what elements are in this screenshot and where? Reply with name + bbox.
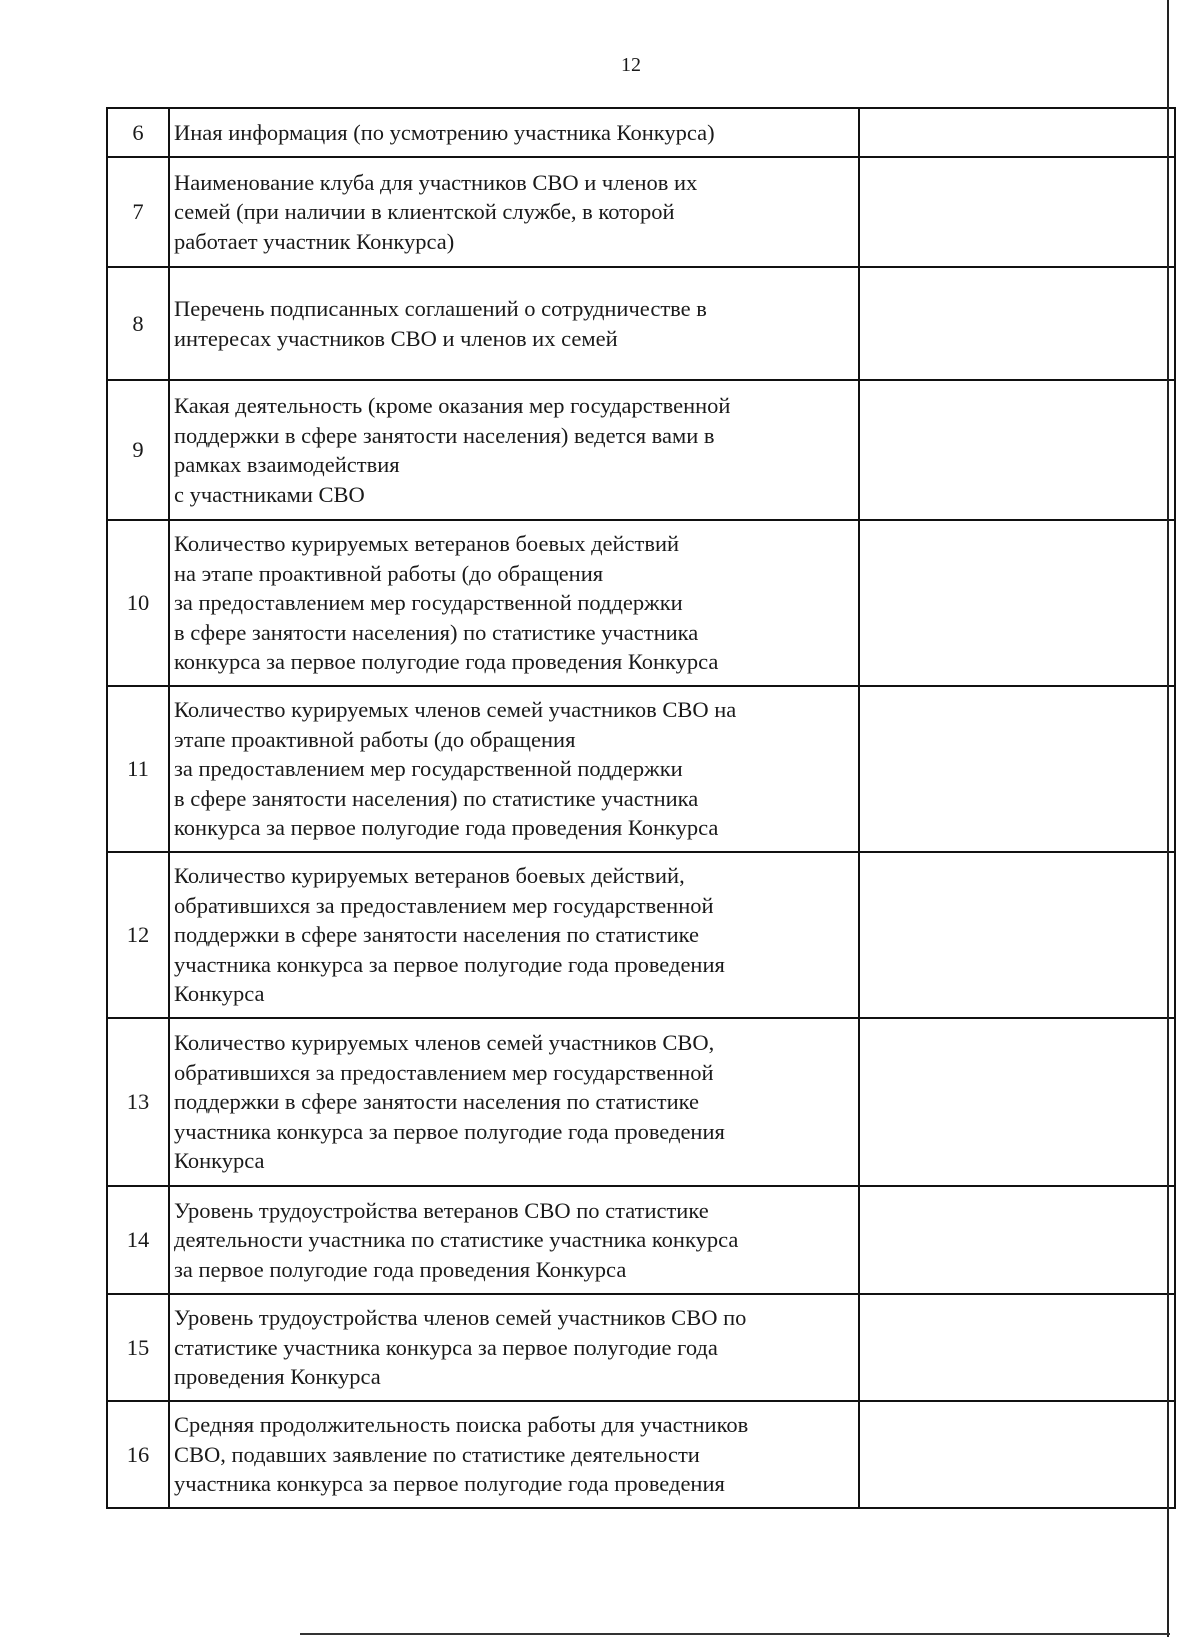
row-description: Какая деятельность (кроме оказания мер государственной поддержки в сфере занятости населения) ведется вами в рамках взаимодействия с участниками СВО (169, 380, 859, 520)
row-value[interactable] (859, 1401, 1175, 1508)
table-row (107, 1401, 1175, 1508)
row-number: 13 (107, 1018, 169, 1186)
row-number: 7 (107, 157, 169, 267)
row-description: Уровень трудоустройства членов семей участников СВО по статистике участника конкурса за первое полугодие года проведения Конкурса (169, 1294, 859, 1401)
table-row (107, 520, 1175, 686)
criteria-table (106, 107, 1176, 1509)
table-row (107, 1186, 1175, 1294)
row-value[interactable] (859, 108, 1175, 157)
row-number: 15 (107, 1294, 169, 1401)
table-row (107, 1294, 1175, 1401)
scan-edge-line-bottom (300, 1633, 1170, 1635)
row-value[interactable] (859, 380, 1175, 520)
row-number: 10 (107, 520, 169, 686)
row-description: Наименование клуба для участников СВО и членов их семей (при наличии в клиентской службе, в которой работает участник Конкурса) (169, 157, 859, 267)
row-description: Количество курируемых ветеранов боевых действий, обратившихся за предоставлением мер государственной поддержки в сфере занятости населения по статистике участника конкурса за первое полугодие года проведения Конкурса (169, 852, 859, 1018)
row-value[interactable] (859, 157, 1175, 267)
scan-edge-line (1167, 0, 1169, 1637)
row-value[interactable] (859, 267, 1175, 380)
row-value[interactable] (859, 1186, 1175, 1294)
row-value[interactable] (859, 520, 1175, 686)
row-value[interactable] (859, 686, 1175, 852)
row-value[interactable] (859, 1018, 1175, 1186)
row-number: 16 (107, 1401, 169, 1508)
row-description: Уровень трудоустройства ветеранов СВО по статистике деятельности участника по статистике участника конкурса за первое полугодие года проведения Конкурса (169, 1186, 859, 1294)
page-number: 12 (621, 54, 641, 76)
row-description: Количество курируемых членов семей участников СВО, обратившихся за предоставлением мер государственной поддержки в сфере занятости населения по статистике участника конкурса за первое полугодие года проведения Конкурса (169, 1018, 859, 1186)
table-row (107, 380, 1175, 520)
row-description: Иная информация (по усмотрению участника Конкурса) (169, 108, 859, 157)
row-value[interactable] (859, 1294, 1175, 1401)
row-number: 12 (107, 852, 169, 1018)
row-number: 9 (107, 380, 169, 520)
row-number: 8 (107, 267, 169, 380)
table-row (107, 267, 1175, 380)
table-row (107, 157, 1175, 267)
row-description: Количество курируемых ветеранов боевых действий на этапе проактивной работы (до обращения за предоставлением мер государственной поддержки в сфере занятости населения) по статистике участника конкурса за первое полугодие года проведения Конкурса (169, 520, 859, 686)
row-number: 11 (107, 686, 169, 852)
row-value[interactable] (859, 852, 1175, 1018)
row-description: Средняя продолжительность поиска работы для участников СВО, подавших заявление по статистике деятельности участника конкурса за первое полугодие года проведения (169, 1401, 859, 1508)
table-row (107, 1018, 1175, 1186)
table-row (107, 686, 1175, 852)
table-row (107, 852, 1175, 1018)
row-description: Количество курируемых членов семей участников СВО на этапе проактивной работы (до обращения за предоставлением мер государственной поддержки в сфере занятости населения) по статистике участника конкурса за первое полугодие года проведения Конкурса (169, 686, 859, 852)
row-number: 14 (107, 1186, 169, 1294)
row-number: 6 (107, 108, 169, 157)
row-description: Перечень подписанных соглашений о сотрудничестве в интересах участников СВО и членов их семей (169, 267, 859, 380)
table-row (107, 108, 1175, 157)
